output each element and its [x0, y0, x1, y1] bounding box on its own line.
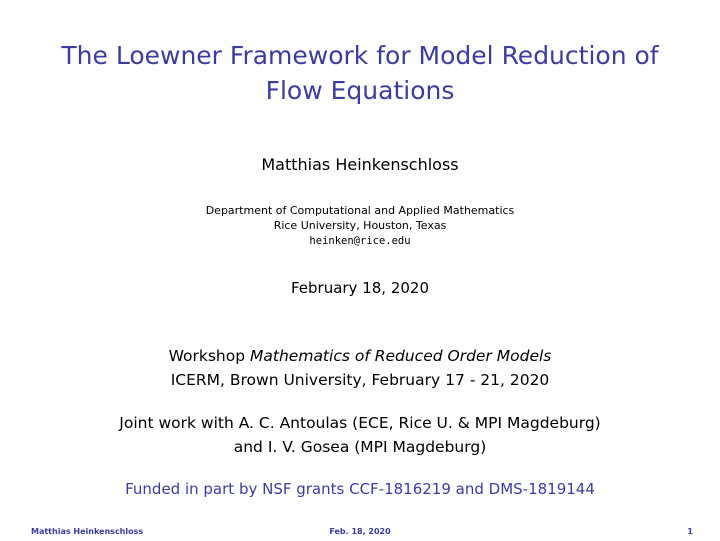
workshop-venue: ICERM, Brown University, February 17 - 21, 2020 — [170, 371, 550, 389]
title-line-2: Flow Equations — [265, 76, 455, 105]
author-name: Matthias Heinkenschloss — [261, 155, 459, 174]
workshop-name: Mathematics of Reduced Order Models — [250, 347, 552, 365]
footer-author: Matthias Heinkenschloss — [31, 527, 144, 536]
workshop-line — [0, 344, 720, 368]
slide-title — [0, 38, 720, 108]
funding-note: Funded in part by NSF grants CCF-1816219 and DMS-1819144 — [125, 480, 595, 498]
footer-page-number: 1 — [687, 527, 693, 536]
affiliation-department: Department of Computational and Applied Mathematics — [205, 204, 515, 217]
title-line-1: The Loewner Framework for Model Reduction of — [61, 41, 659, 70]
author-email: heinken@rice.edu — [309, 235, 411, 247]
joint-work-line-2: and I. V. Gosea (MPI Magdeburg) — [233, 438, 487, 456]
affiliation-university: Rice University, Houston, Texas — [273, 219, 447, 232]
workshop-prefix: Workshop — [168, 347, 246, 365]
presentation-date: February 18, 2020 — [290, 279, 430, 297]
joint-work-line-1: Joint work with A. C. Antoulas (ECE, Rice U. & MPI Magdeburg) — [119, 414, 601, 432]
footer-date: Feb. 18, 2020 — [329, 527, 391, 536]
